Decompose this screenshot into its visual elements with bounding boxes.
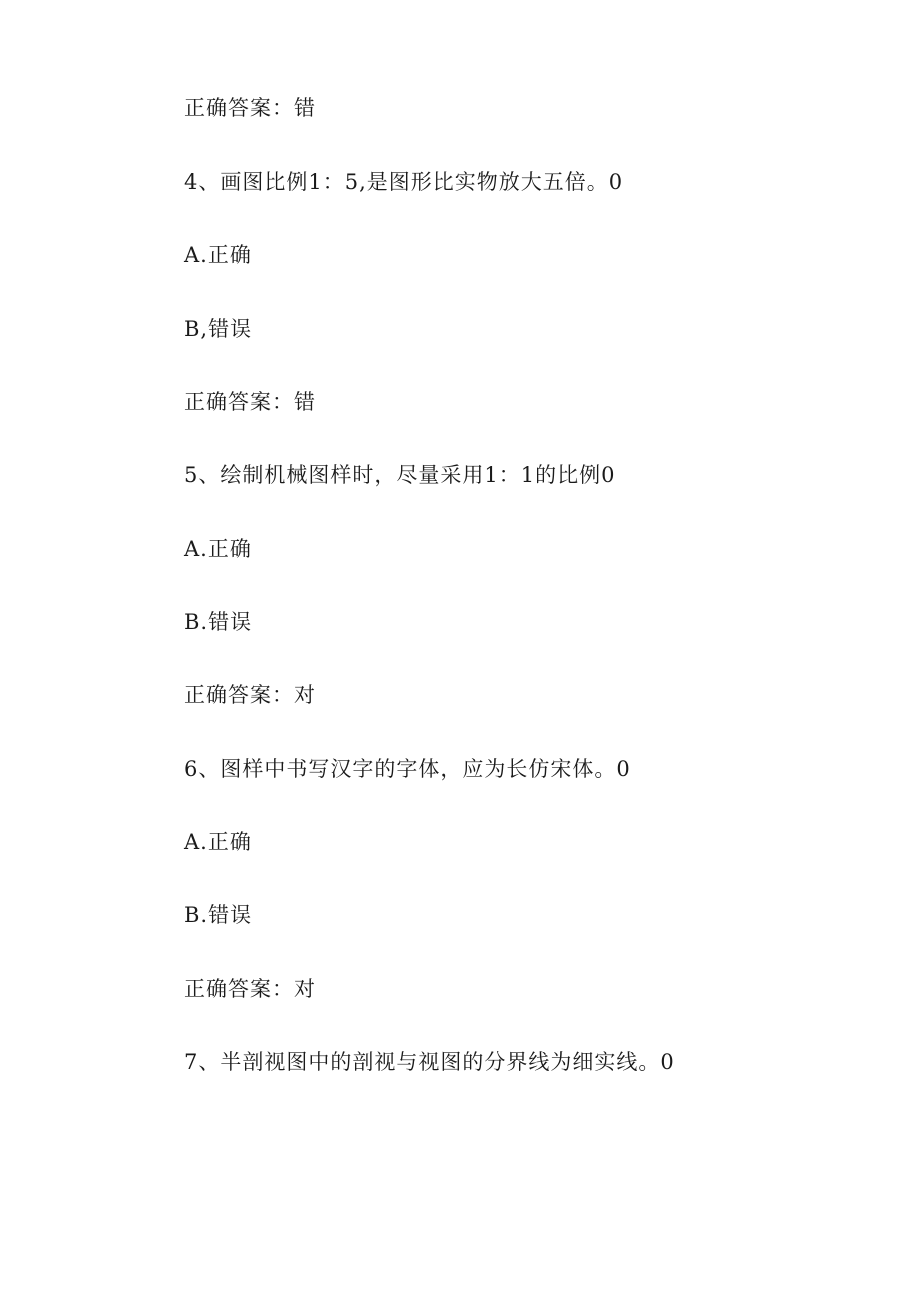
option-b-q4: B,错误	[184, 317, 253, 341]
answer-line-q3: 正确答案：错	[184, 96, 316, 120]
option-a-q4: A.正确	[184, 243, 252, 267]
question-7: 7、半剖视图中的剖视与视图的分界线为细实线。0	[184, 1050, 675, 1074]
answer-line-q5: 正确答案：对	[184, 683, 316, 707]
answer-line-q6: 正确答案：对	[184, 977, 316, 1001]
option-a-q5: A.正确	[184, 537, 252, 561]
question-6: 6、图样中书写汉字的字体，应为长仿宋体。0	[184, 757, 631, 781]
option-b-q5: B.错误	[184, 610, 253, 634]
option-b-q6: B.错误	[184, 903, 253, 927]
question-4: 4、画图比例1：5,是图形比实物放大五倍。0	[184, 170, 624, 194]
option-a-q6: A.正确	[184, 830, 252, 854]
question-5: 5、绘制机械图样时，尽量采用1：1的比例0	[184, 463, 616, 487]
answer-line-q4: 正确答案：错	[184, 390, 316, 414]
